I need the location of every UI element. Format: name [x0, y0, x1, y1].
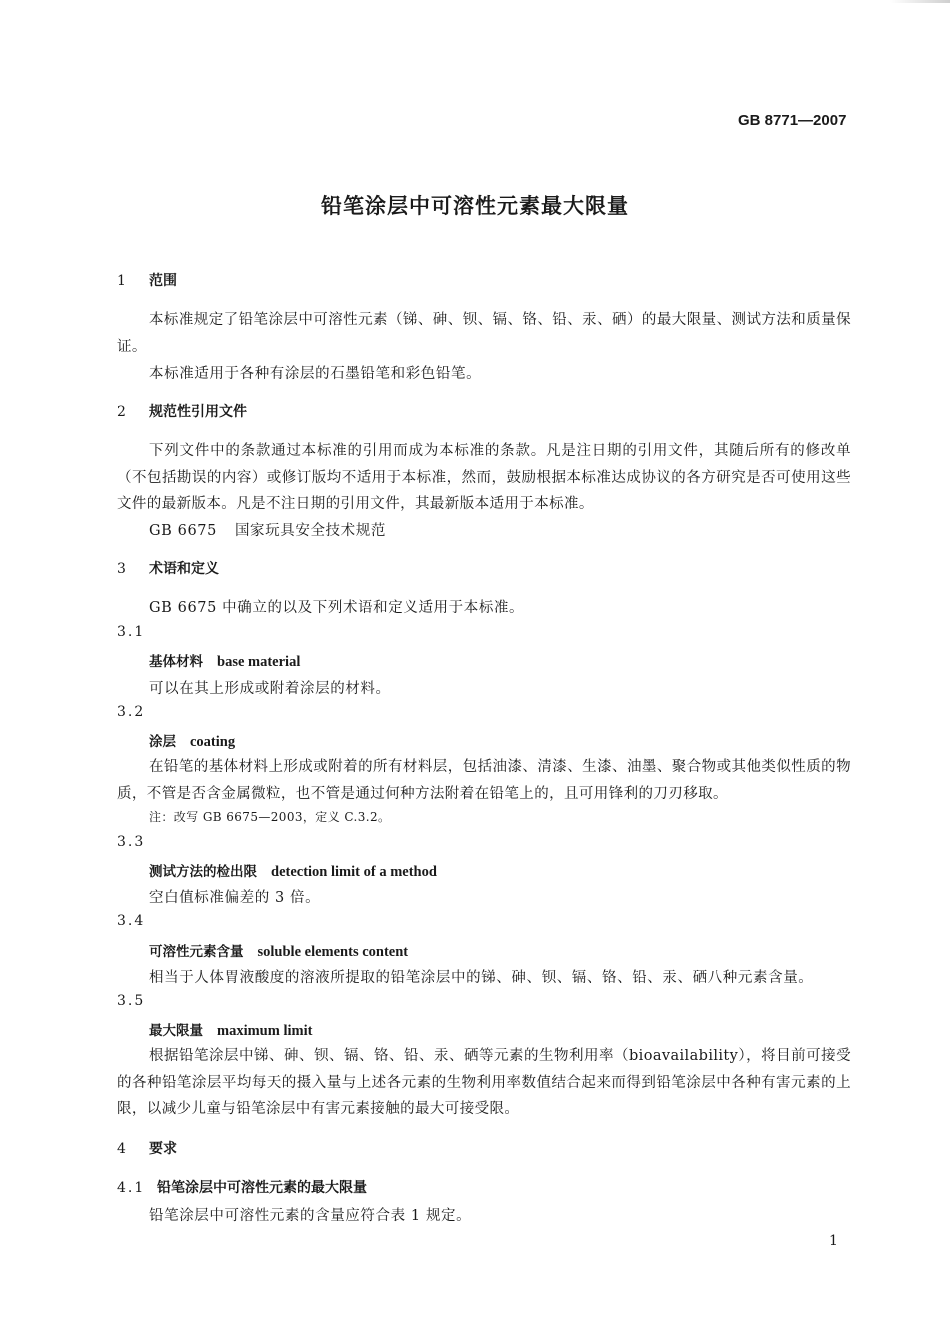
section-title: 要求 — [149, 1141, 177, 1157]
term-3-1-number: 3.1 — [117, 624, 146, 640]
section-3-intro: GB 6675 中确立的以及下列术语和定义适用于本标准。 — [149, 600, 525, 616]
term-english: detection limit of a method — [271, 864, 437, 880]
standard-number: GB 8771—2007 — [738, 112, 847, 129]
subsection-4-1-text: 铅笔涂层中可溶性元素的含量应符合表 1 规定。 — [149, 1208, 472, 1224]
subsection-number: 4.1 — [117, 1180, 146, 1196]
section-1-heading — [117, 270, 177, 290]
term-english: soluble elements content — [257, 944, 409, 960]
term-3-5 — [149, 1019, 312, 1040]
term-english: maximum limit — [217, 1023, 313, 1039]
term-english: base material — [217, 654, 301, 670]
term-chinese: 涂层 — [149, 734, 176, 750]
section-title: 术语和定义 — [149, 561, 219, 577]
term-english: coating — [190, 734, 236, 750]
term-3-2 — [149, 730, 235, 751]
reference-title: 国家玩具安全技术规范 — [234, 523, 386, 539]
subsection-title: 铅笔涂层中可溶性元素的最大限量 — [157, 1180, 367, 1196]
term-3-4 — [149, 940, 408, 961]
normative-reference — [149, 519, 386, 540]
term-3-5-definition: 根据铅笔涂层中锑、砷、钡、镉、铬、铅、汞、硒等元素的生物利用率（bioavailability），将目前可接受的各种铅笔涂层平均每天的摄入量与上述各元素的生物利用率数值结合起来而得到铅笔涂层中各种有害元素的上限，以减少儿童与铅笔涂层中有害元素接触的最大可接受限。 — [117, 1048, 851, 1117]
subsection-4-1-heading — [117, 1177, 367, 1197]
term-chinese: 测试方法的检出限 — [149, 864, 257, 880]
term-3-4-definition: 相当于人体胃液酸度的溶液所提取的铅笔涂层中的锑、砷、钡、镉、铬、铅、汞、硒八种元素含量。 — [149, 970, 814, 986]
section-number: 3 — [117, 561, 126, 577]
section-number: 2 — [117, 404, 126, 420]
scan-edge-mark — [890, 0, 950, 3]
section-3-heading — [117, 558, 219, 578]
section-1-paragraph-1: 本标准规定了铅笔涂层中可溶性元素（锑、砷、钡、镉、铬、铅、汞、硒）的最大限量、测试方法和质量保证。 — [117, 312, 851, 355]
section-number: 4 — [117, 1141, 126, 1157]
term-chinese: 基体材料 — [149, 654, 203, 670]
section-number: 1 — [117, 273, 126, 289]
term-3-2-definition: 在铅笔的基体材料上形成或附着的所有材料层，包括油漆、清漆、生漆、油墨、聚合物或其他类似性质的物质，不管是否含金属微粒，也不管是通过何种方法附着在铅笔上的，且可用锋利的刀刃移取。 — [117, 759, 851, 802]
section-title: 范围 — [149, 273, 177, 289]
document-title: 铅笔涂层中可溶性元素最大限量 — [321, 194, 629, 218]
term-3-5-number: 3.5 — [117, 993, 146, 1009]
term-chinese: 最大限量 — [149, 1023, 203, 1039]
term-3-3-definition: 空白值标准偏差的 3 倍。 — [149, 890, 321, 906]
section-2-paragraph: 下列文件中的条款通过本标准的引用而成为本标准的条款。凡是注日期的引用文件，其随后所有的修改单（不包括勘误的内容）或修订版均不适用于本标准，然而，鼓励根据本标准达成协议的各方研究是否可使用这些文件的最新版本。凡是不注日期的引用文件，其最新版本适用于本标准。 — [117, 443, 851, 512]
term-chinese: 可溶性元素含量 — [149, 944, 244, 960]
section-2-heading — [117, 401, 247, 421]
section-4-heading — [117, 1138, 177, 1158]
page-number: 1 — [829, 1233, 838, 1249]
term-3-3 — [149, 860, 437, 881]
term-3-1 — [149, 650, 300, 671]
term-3-2-number: 3.2 — [117, 704, 146, 720]
term-3-3-number: 3.3 — [117, 834, 146, 850]
reference-code: GB 6675 — [149, 523, 217, 539]
term-3-4-number: 3.4 — [117, 913, 146, 929]
section-title: 规范性引用文件 — [149, 404, 247, 420]
section-1-paragraph-2: 本标准适用于各种有涂层的石墨铅笔和彩色铅笔。 — [149, 366, 482, 382]
term-3-1-definition: 可以在其上形成或附着涂层的材料。 — [149, 681, 391, 697]
term-3-2-note: 注：改写 GB 6675—2003，定义 C.3.2。 — [149, 810, 391, 824]
